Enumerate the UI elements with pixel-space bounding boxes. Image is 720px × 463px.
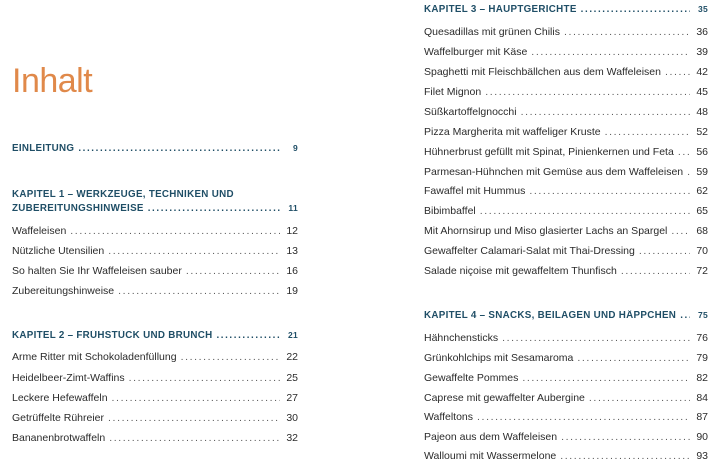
dot-leader (680, 310, 690, 321)
toc-entry-label: Heidelbeer-Zimt-Waffins (12, 372, 125, 384)
toc-entry-label: Bibimbaffel (424, 205, 476, 217)
toc-entry[interactable] (12, 351, 298, 363)
dot-leader (531, 46, 690, 58)
toc-entry-label: Gewaffelter Calamari-Salat mit Thai-Dressing (424, 245, 635, 257)
toc-entry[interactable] (424, 205, 708, 217)
toc-entry-label: Fawaffel mit Hummus (424, 185, 526, 197)
toc-entry-page: 93 (696, 450, 708, 462)
toc-entry[interactable] (424, 166, 708, 178)
dot-leader (564, 26, 690, 38)
toc-entry-label: Walloumi mit Wassermelone (424, 450, 557, 462)
toc-entry-page: 19 (286, 285, 298, 297)
toc-entry-label: Arme Ritter mit Schokoladenfüllung (12, 351, 177, 363)
toc-entry-label: Waffeltons (424, 411, 474, 423)
toc-entry[interactable] (12, 245, 298, 257)
toc-entry[interactable] (424, 26, 708, 38)
toc-entry-label: Leckere Hefewaffeln (12, 392, 108, 404)
toc-entry-page: 42 (696, 66, 708, 78)
toc-entry[interactable] (12, 392, 298, 404)
toc-entry-label: Waffeleisen (12, 225, 67, 237)
toc-entry-page: 30 (286, 412, 298, 424)
toc-entry-label: Quesadillas mit grünen Chilis (424, 26, 560, 38)
toc-intro-page: 9 (292, 143, 298, 153)
dot-leader (639, 245, 690, 257)
toc-entry-page: 72 (696, 265, 708, 277)
dot-leader (216, 330, 280, 341)
toc-entry-label: Parmesan-Hühnchen mit Gemüse aus dem Waffeleisen (424, 166, 684, 178)
toc-entry[interactable] (424, 185, 708, 197)
toc-entry-page: 48 (696, 106, 708, 118)
toc-entry-page: 90 (696, 431, 708, 443)
toc-entry-page: 87 (696, 411, 708, 423)
toc-entry-page: 56 (696, 146, 708, 158)
dot-leader (480, 205, 690, 217)
toc-entry-page: 27 (286, 392, 298, 404)
toc-entry[interactable] (12, 265, 298, 277)
dot-leader (477, 411, 690, 423)
toc-chapter1[interactable] (12, 189, 298, 214)
toc-entry[interactable] (424, 126, 708, 138)
dot-leader (678, 146, 690, 158)
dot-leader (521, 106, 690, 118)
toc-entry[interactable] (424, 265, 708, 277)
toc-entry-label: So halten Sie Ihr Waffeleisen sauber (12, 265, 182, 277)
toc-entry-page: 79 (696, 352, 708, 364)
toc-entry[interactable] (424, 66, 708, 78)
toc-entry[interactable] (424, 106, 708, 118)
toc-chapter1-page: 11 (288, 203, 298, 213)
dot-leader (502, 332, 690, 344)
dot-leader (112, 392, 280, 404)
toc-entry-page: 32 (286, 432, 298, 444)
dot-leader (560, 450, 690, 462)
toc-entry-label: Nützliche Utensilien (12, 245, 105, 257)
dot-leader (118, 285, 280, 297)
toc-entry-label: Waffelburger mit Käse (424, 46, 528, 58)
toc-entry-page: 36 (696, 26, 708, 38)
toc-chapter4-page: 75 (697, 310, 708, 320)
toc-entry[interactable] (424, 392, 708, 404)
toc-entry-label: Salade niçoise mit gewaffeltem Thunfisch (424, 265, 617, 277)
toc-entry[interactable] (12, 225, 298, 237)
toc-entry-page: 68 (696, 225, 708, 237)
dot-leader (148, 203, 280, 214)
toc-chapter3-page: 35 (697, 4, 708, 14)
toc-entry-page: 59 (696, 166, 708, 178)
toc-entry[interactable] (424, 372, 708, 384)
dot-leader (78, 143, 280, 154)
dot-leader (529, 185, 690, 197)
toc-entry[interactable] (424, 225, 708, 237)
toc-entry[interactable] (12, 412, 298, 424)
toc-entry-page: 45 (696, 86, 708, 98)
toc-entry-label: Pizza Margherita mit waffeliger Kruste (424, 126, 601, 138)
toc-entry-label: Bananenbrotwaffeln (12, 432, 106, 444)
toc-entry-label: Grünkohlchips mit Sesamaroma (424, 352, 574, 364)
dot-leader (577, 352, 690, 364)
toc-chapter3[interactable] (424, 4, 708, 15)
toc-entry-label: Spaghetti mit Fleischbällchen aus dem Waffeleisen (424, 66, 661, 78)
toc-entry-label: Caprese mit gewaffelter Aubergine (424, 392, 585, 404)
toc-entry[interactable] (12, 432, 298, 444)
toc-entry-label: Gewaffelte Pommes (424, 372, 519, 384)
dot-leader (665, 66, 690, 78)
dot-leader (581, 4, 690, 15)
toc-chapter1-line2: ZUBEREITUNGSHINWEISE (12, 203, 144, 214)
toc-entry[interactable] (424, 431, 708, 443)
toc-entry-page: 12 (286, 225, 298, 237)
toc-entry-page: 13 (286, 245, 298, 257)
dot-leader (671, 225, 690, 237)
toc-chapter3-label: KAPITEL 3 – HAUPTGERICHTE (424, 4, 577, 15)
toc-entry-page: 76 (696, 332, 708, 344)
toc-entry-page: 70 (696, 245, 708, 257)
toc-chapter4[interactable] (424, 310, 708, 321)
toc-entry[interactable] (424, 352, 708, 364)
toc-entry[interactable] (424, 411, 708, 423)
toc-entry[interactable] (424, 332, 708, 344)
toc-entry-page: 65 (696, 205, 708, 217)
dot-leader (70, 225, 280, 237)
toc-entry-label: Hähnchensticks (424, 332, 499, 344)
page-title: Inhalt (12, 62, 93, 100)
toc-intro[interactable] (12, 143, 298, 154)
toc-entry-page: 82 (696, 372, 708, 384)
toc-chapter4-label: KAPITEL 4 – SNACKS, BEILAGEN UND HÄPPCHEN (424, 310, 677, 321)
dot-leader (109, 432, 280, 444)
toc-chapter2-page: 21 (287, 330, 298, 340)
toc-entry-label: Pajeon aus dem Waffeleisen (424, 431, 558, 443)
dot-leader (589, 392, 690, 404)
dot-leader (129, 372, 280, 384)
toc-entry-page: 25 (286, 372, 298, 384)
dot-leader (621, 265, 690, 277)
toc-chapter2[interactable] (12, 330, 298, 341)
toc-entry-page: 22 (286, 351, 298, 363)
toc-intro-label: EINLEITUNG (12, 143, 75, 154)
dot-leader (108, 412, 280, 424)
dot-leader (687, 166, 690, 178)
dot-leader (561, 431, 690, 443)
toc-entry[interactable] (12, 372, 298, 384)
toc-entry[interactable] (424, 46, 708, 58)
toc-chapter2-label: KAPITEL 2 – FRÜHSTÜCK UND BRUNCH (12, 330, 213, 341)
toc-entry[interactable] (424, 86, 708, 98)
toc-entry-page: 16 (286, 265, 298, 277)
toc-entry[interactable] (424, 146, 708, 158)
toc-entry-label: Zubereitungshinweise (12, 285, 115, 297)
toc-entry-label: Filet Mignon (424, 86, 482, 98)
toc-entry-page: 39 (696, 46, 708, 58)
dot-leader (522, 372, 690, 384)
toc-entry-label: Getrüffelte Rühreier (12, 412, 105, 424)
dot-leader (485, 86, 690, 98)
toc-chapter1-line1: KAPITEL 1 – WERKZEUGE, TECHNIKEN UND (12, 189, 234, 200)
toc-entry-page: 84 (696, 392, 708, 404)
dot-leader (108, 245, 280, 257)
dot-leader (186, 265, 280, 277)
toc-entry-label: Mit Ahornsirup und Miso glasierter Lachs an Spargel (424, 225, 668, 237)
toc-entry[interactable] (424, 245, 708, 257)
toc-entry[interactable] (424, 450, 708, 462)
toc-entry-page: 52 (696, 126, 708, 138)
toc-entry-label: Hühnerbrust gefüllt mit Spinat, Pinienkernen und Feta (424, 146, 674, 158)
toc-entry-page: 62 (696, 185, 708, 197)
toc-entry-label: Süßkartoffelgnocchi (424, 106, 517, 118)
dot-leader (605, 126, 690, 138)
dot-leader (181, 351, 280, 363)
toc-entry[interactable] (12, 285, 298, 297)
